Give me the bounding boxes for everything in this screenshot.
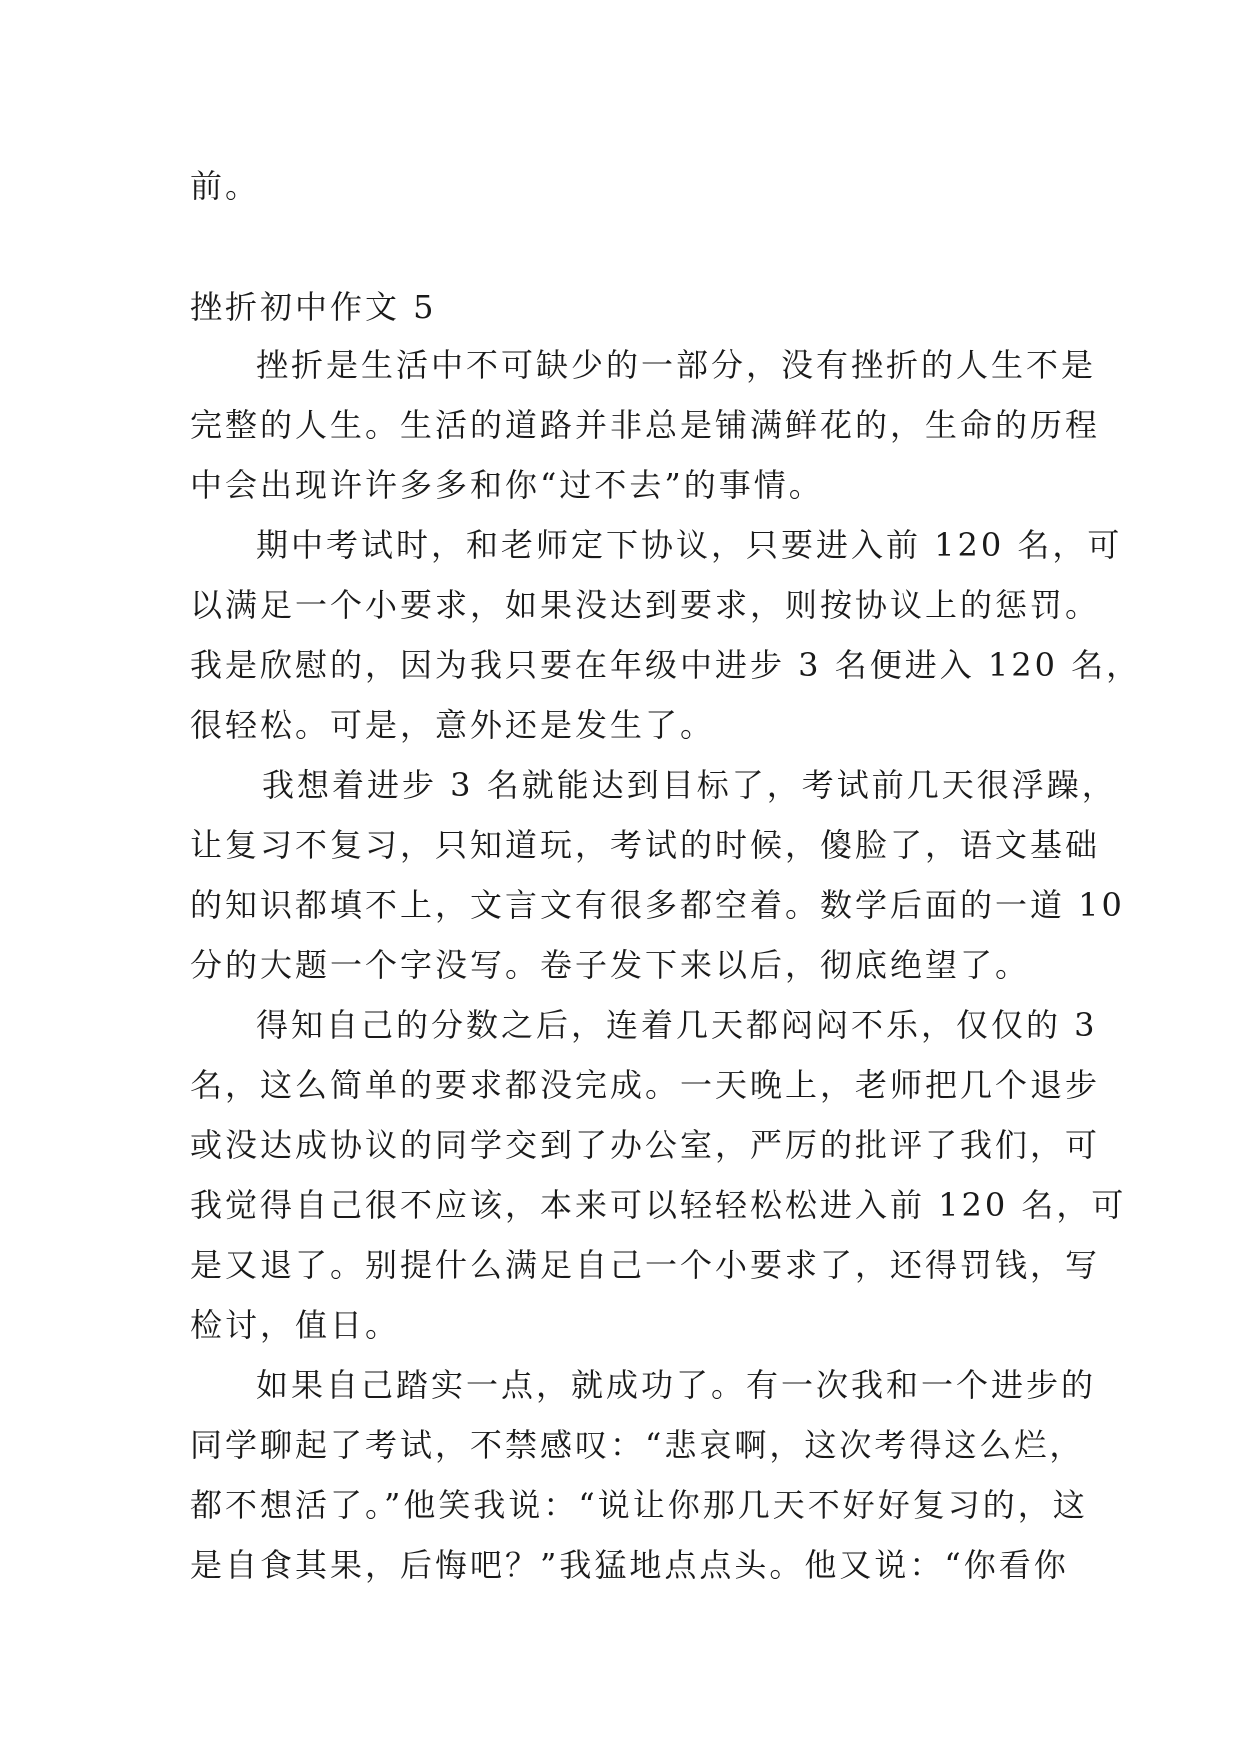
paragraph-line: 如果自己踏实一点，就成功了。有一次我和一个进步的 xyxy=(256,1366,1097,1404)
paragraph-line: 同学聊起了考试，不禁感叹：“悲哀啊，这次考得这么烂， xyxy=(190,1426,1085,1464)
paragraph-line: 中会出现许许多多和你“过不去”的事情。 xyxy=(190,466,824,504)
paragraph-line: 我是欣慰的，因为我只要在年级中进步 3 名便进入 120 名， xyxy=(190,646,1142,684)
paragraph-line: 让复习不复习，只知道玩，考试的时候，傻脸了，语文基础 xyxy=(190,826,1101,864)
paragraph-line: 是自食其果，后悔吧？”我猛地点点头。他又说：“你看你 xyxy=(190,1546,1069,1584)
paragraph-line: 是又退了。别提什么满足自己一个小要求了，还得罚钱，写 xyxy=(190,1246,1101,1284)
paragraph-line: 我想着进步 3 名就能达到目标了，考试前几天很浮躁， xyxy=(262,766,1117,804)
paragraph-line: 或没达成协议的同学交到了办公室，严厉的批评了我们，可 xyxy=(190,1126,1101,1164)
paragraph-line: 得知自己的分数之后，连着几天都闷闷不乐，仅仅的 3 xyxy=(256,1006,1098,1044)
paragraph-line: 分的大题一个字没写。卷子发下来以后，彻底绝望了。 xyxy=(190,946,1031,984)
paragraph-line: 挫折是生活中不可缺少的一部分，没有挫折的人生不是 xyxy=(256,346,1097,384)
paragraph-line: 都不想活了。”他笑我说：“说让你那几天不好好复习的，这 xyxy=(190,1486,1088,1524)
paragraph-line: 我觉得自己很不应该，本来可以轻轻松松进入前 120 名，可 xyxy=(190,1186,1127,1224)
paragraph-line: 检讨，值日。 xyxy=(190,1306,401,1344)
paragraph-line: 完整的人生。生活的道路并非总是铺满鲜花的，生命的历程 xyxy=(190,406,1101,444)
paragraph-line: 以满足一个小要求，如果没达到要求，则按协议上的惩罚。 xyxy=(190,586,1101,624)
paragraph-line: 的知识都填不上，文言文有很多都空着。数学后面的一道 10 xyxy=(190,886,1125,924)
paragraph-line: 名，这么简单的要求都没完成。一天晚上，老师把几个退步 xyxy=(190,1066,1101,1104)
paragraph-line: 期中考试时，和老师定下协议，只要进入前 120 名，可 xyxy=(256,526,1123,564)
carryover-text: 前。 xyxy=(190,167,261,205)
essay-heading: 挫折初中作文 5 xyxy=(190,288,437,326)
paragraph-line: 很轻松。可是，意外还是发生了。 xyxy=(190,706,716,744)
